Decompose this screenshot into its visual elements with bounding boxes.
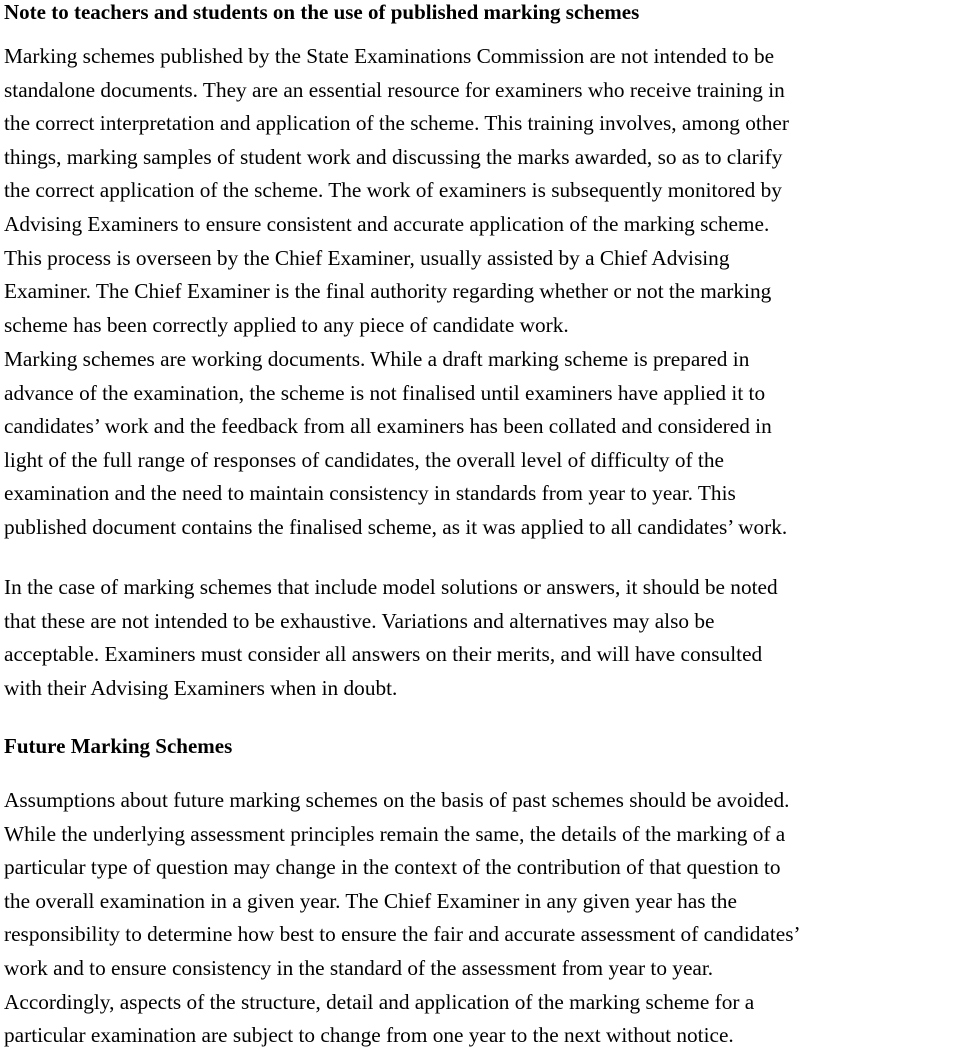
text-line: examination and the need to maintain consistency in standards from year to year. This <box>4 481 736 506</box>
text-line: acceptable. Examiners must consider all answers on their merits, and will have consulted <box>4 642 763 667</box>
paragraph-model-solutions <box>4 571 778 705</box>
text-line: particular examination are subject to change from one year to the next without notice. <box>4 1023 734 1048</box>
text-line: light of the full range of responses of candidates, the overall level of difficulty of the <box>4 447 724 472</box>
heading-future-marking-schemes: Future Marking Schemes <box>4 734 233 758</box>
text-line: candidates’ work and the feedback from all examiners has been collated and considered in <box>4 414 772 439</box>
text-line: particular type of question may change in the context of the contribution of that question to <box>4 855 781 880</box>
paragraph-working-documents <box>4 343 787 545</box>
text-line: Assumptions about future marking schemes on the basis of past schemes should be avoided. <box>4 788 790 812</box>
text-line: the correct interpretation and application of the scheme. This training involves, among other <box>4 111 789 136</box>
text-line: This process is overseen by the Chief Examiner, usually assisted by a Chief Advising <box>4 245 730 270</box>
text-line: In the case of marking schemes that include model solutions or answers, it should be noted <box>4 575 778 599</box>
text-line: the overall examination in a given year. The Chief Examiner in any given year has the <box>4 888 737 913</box>
text-line: scheme has been correctly applied to any piece of candidate work. <box>4 312 569 337</box>
text-line: Marking schemes are working documents. While a draft marking scheme is prepared in <box>4 347 750 371</box>
text-line: Accordingly, aspects of the structure, detail and application of the marking scheme for a <box>4 989 755 1014</box>
text-line: advance of the examination, the scheme is not finalised until examiners have applied it to <box>4 380 766 405</box>
text-line: Advising Examiners to ensure consistent and accurate application of the marking scheme. <box>4 211 770 236</box>
text-line: with their Advising Examiners when in doubt. <box>4 675 398 700</box>
paragraph-future-schemes <box>4 784 801 1053</box>
text-line: Examiner. The Chief Examiner is the final authority regarding whether or not the marking <box>4 279 772 304</box>
text-line: work and to ensure consistency in the standard of the assessment from year to year. <box>4 955 714 980</box>
text-line: While the underlying assessment principles remain the same, the details of the marking of a <box>4 821 786 846</box>
text-line: that these are not intended to be exhaustive. Variations and alternatives may also be <box>4 608 715 633</box>
heading-note-to-teachers: Note to teachers and students on the use of published marking schemes <box>4 0 640 24</box>
paragraph-marking-schemes-purpose <box>4 40 789 342</box>
text-line: published document contains the finalised scheme, as it was applied to all candidates’ work. <box>4 514 788 539</box>
text-line: things, marking samples of student work and discussing the marks awarded, so as to clarify <box>4 144 783 169</box>
text-line: standalone documents. They are an essential resource for examiners who receive training in <box>4 77 785 102</box>
text-line: the correct application of the scheme. The work of examiners is subsequently monitored by <box>4 178 782 203</box>
text-line: responsibility to determine how best to ensure the fair and accurate assessment of candidates’ <box>4 922 801 947</box>
text-line: Marking schemes published by the State Examinations Commission are not intended to be <box>4 44 775 68</box>
